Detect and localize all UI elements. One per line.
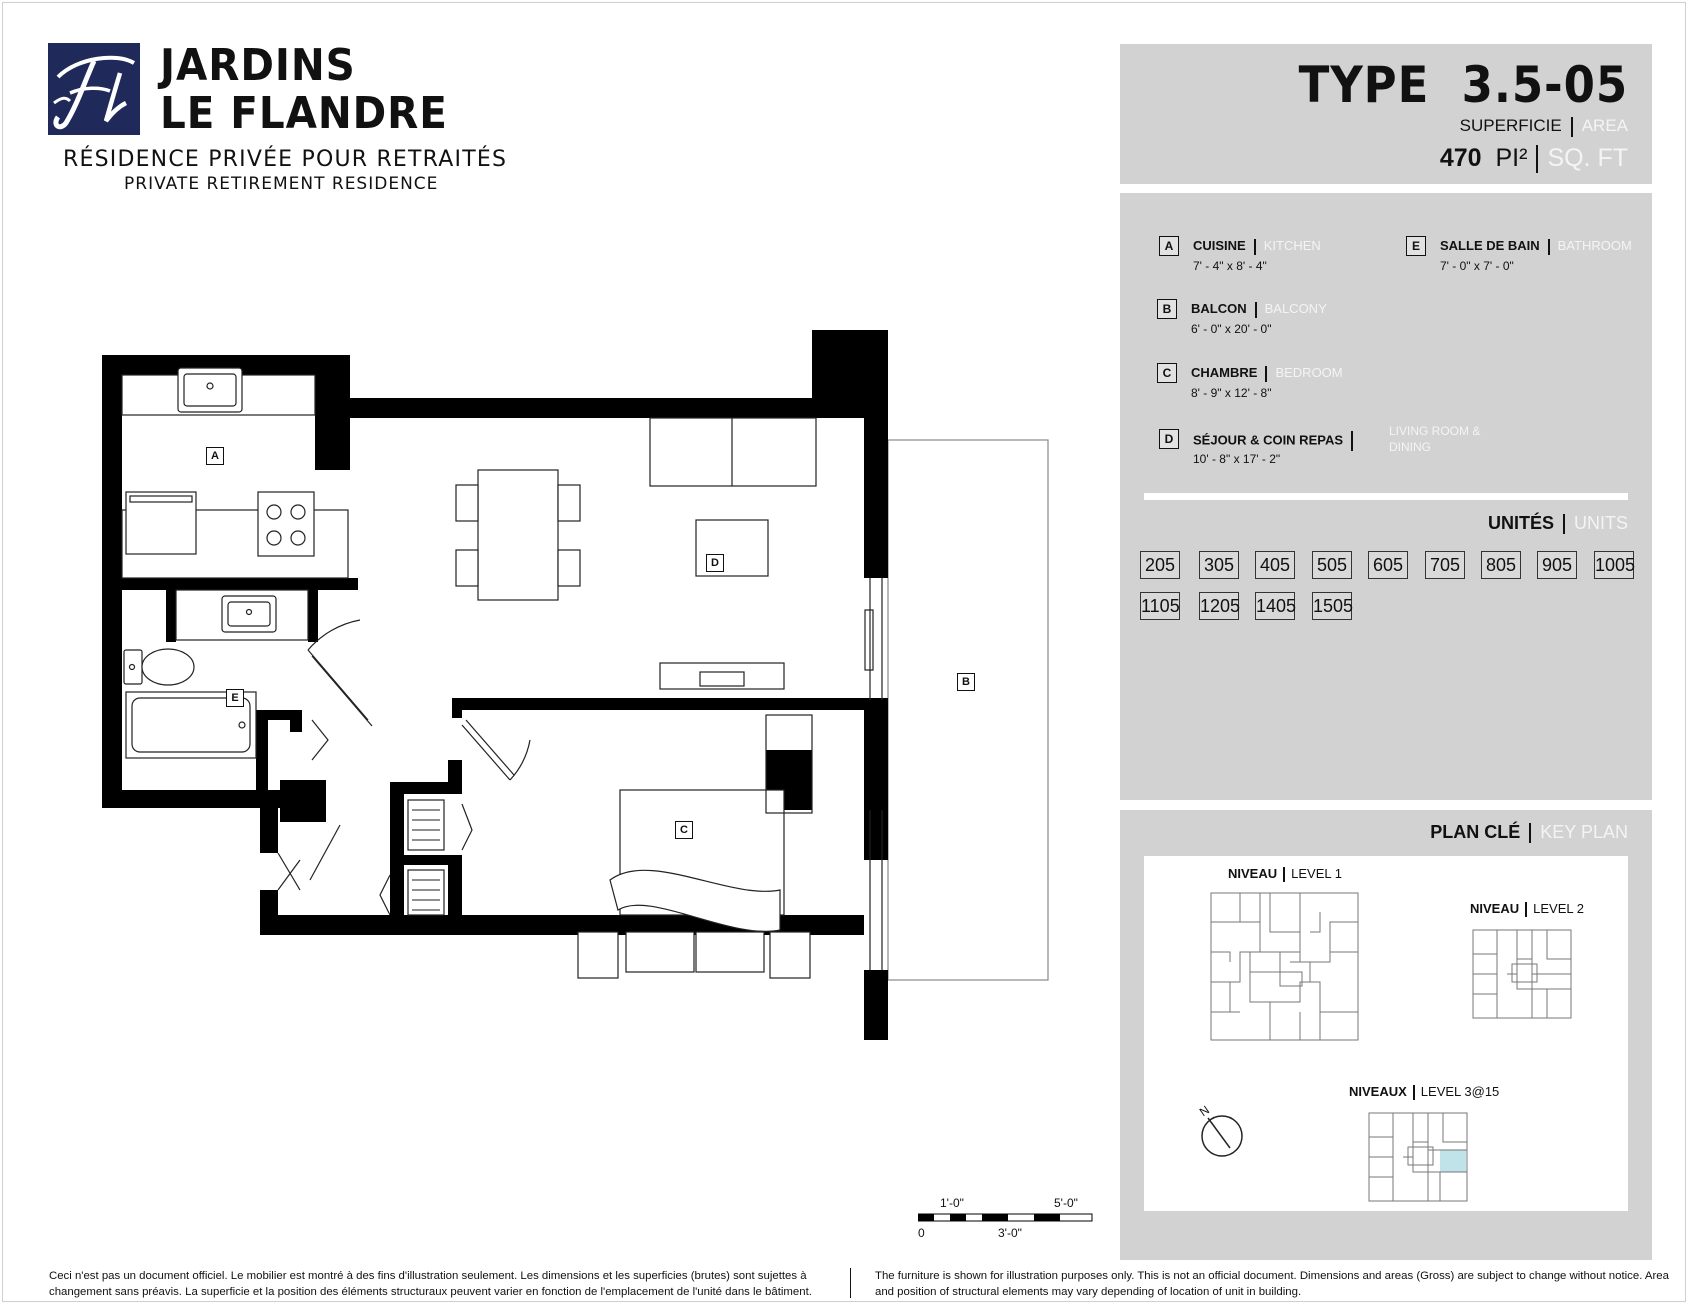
separator	[1529, 823, 1531, 843]
unit-number: 505	[1312, 551, 1352, 579]
disclaimer-en: The furniture is shown for illustration purposes only. This is not an official document. Dimensions and areas (Gross) are subject to change without notice. Area and position of structural elements may vary depending of location of unit in building.	[875, 1270, 1669, 1298]
room-name-en: BALCONY	[1264, 301, 1327, 316]
separator	[1548, 239, 1550, 255]
brand-name-line1: JARDINS	[160, 40, 356, 91]
footer-divider	[850, 1268, 851, 1298]
room-letter-badge: B	[1157, 299, 1177, 319]
level-3-15-plan-icon	[1368, 1112, 1468, 1202]
fixtures	[122, 368, 816, 978]
level-label-2: NIVEAU LEVEL 2	[1470, 901, 1584, 916]
plan-label-bathroom: E	[226, 689, 244, 707]
room-dimensions: 6' - 0" x 20' - 0"	[1191, 322, 1272, 336]
balcony-outline	[888, 440, 1048, 980]
area-label-row	[1460, 116, 1628, 137]
level-2-plan-icon	[1472, 929, 1572, 1019]
disclaimer-fr: Ceci n'est pas un document officiel. Le mobilier est montré à des fins d'illustration seulement. Les dimensions et les superficies (brutes) sont sujettes à changement sans préavis. La superficie et la position des éléments structuraux peuvent varier en fonction de l'emplacement de l'unité dans le bâtiment.	[49, 1270, 812, 1298]
brand-subtitle-fr: RÉSIDENCE PRIVÉE POUR RETRAITÉS	[63, 147, 508, 172]
compass-north-label: N	[1196, 1102, 1212, 1120]
units-title-en: UNITS	[1574, 513, 1628, 533]
key-plan-panel	[1120, 810, 1652, 1260]
floor-plan	[90, 320, 1080, 1075]
area-unit-fr: PI²	[1495, 144, 1528, 172]
units-title	[1488, 513, 1628, 534]
unit-type-title	[1299, 56, 1628, 114]
room-name-en: BEDROOM	[1275, 365, 1343, 380]
type-label: TYPE	[1298, 56, 1430, 114]
area-value: 470	[1439, 144, 1482, 172]
room-name-fr: SÉJOUR & COIN REPAS	[1193, 432, 1344, 448]
unit-number: 805	[1481, 551, 1521, 579]
area-unit-en: SQ. FT	[1547, 144, 1628, 172]
separator	[1265, 366, 1267, 382]
brand-name-line2: LE FLANDRE	[160, 88, 448, 139]
room-name-fr: CHAMBRE	[1191, 365, 1258, 380]
unit-number: 1405	[1255, 592, 1295, 620]
unit-number: 605	[1368, 551, 1408, 579]
level-label-3: NIVEAUX LEVEL 3@15	[1349, 1084, 1500, 1099]
separator	[1536, 145, 1538, 173]
scale-label-1ft: 1'-0"	[940, 1196, 964, 1210]
plan-label-kitchen: A	[206, 447, 224, 465]
room-dimensions: 8' - 9" x 12' - 8"	[1191, 386, 1272, 400]
room-dimensions: 7' - 0" x 7' - 0"	[1440, 259, 1514, 273]
unit-number: 705	[1425, 551, 1465, 579]
key-plan-map	[1144, 856, 1628, 1211]
scale-label-5ft: 5'-0"	[1054, 1196, 1078, 1210]
room-dimensions: 7' - 4" x 8' - 4"	[1193, 259, 1267, 273]
unit-number: 1005	[1594, 551, 1634, 579]
rooms-panel	[1120, 193, 1652, 800]
unit-number: 1105	[1140, 592, 1180, 620]
room-dimensions: 10' - 8" x 17' - 2"	[1193, 452, 1281, 466]
highlighted-unit	[1440, 1150, 1466, 1172]
plan-label-balcony: B	[957, 673, 975, 691]
room-name-en-line2: DINING	[1389, 440, 1431, 454]
separator	[1351, 431, 1353, 451]
scale-label-zero: 0	[918, 1226, 925, 1240]
unit-type-panel	[1120, 44, 1652, 184]
room-name-fr: CUISINE	[1193, 238, 1246, 253]
type-code: 3.5-05	[1461, 56, 1628, 114]
unit-number: 405	[1255, 551, 1295, 579]
area-value-row	[1440, 144, 1628, 173]
plan-label-bedroom: C	[675, 821, 693, 839]
separator	[1571, 117, 1573, 137]
separator	[1254, 239, 1256, 255]
unit-number: 305	[1199, 551, 1239, 579]
room-name-en: BATHROOM	[1557, 238, 1632, 253]
room-letter-badge: C	[1157, 363, 1177, 383]
units-title-fr: UNITÉS	[1487, 513, 1554, 533]
key-plan-title	[1430, 822, 1628, 843]
room-name-fr: SALLE DE BAIN	[1440, 238, 1540, 253]
separator	[1563, 514, 1565, 534]
scale-label-3ft: 3'-0"	[998, 1226, 1022, 1240]
compass-icon	[1200, 1114, 1244, 1158]
fl-monogram-icon	[48, 43, 140, 135]
room-letter-badge: E	[1406, 236, 1426, 256]
room-name-fr: BALCON	[1191, 301, 1247, 316]
divider	[1144, 493, 1628, 500]
room-letter-badge: D	[1159, 429, 1179, 449]
brand-subtitle-en: PRIVATE RETIREMENT RESIDENCE	[124, 174, 439, 194]
unit-number: 905	[1537, 551, 1577, 579]
unit-number: 1205	[1199, 592, 1239, 620]
area-label-en: AREA	[1581, 116, 1628, 135]
room-name-en: KITCHEN	[1263, 238, 1321, 253]
separator	[1255, 302, 1257, 318]
room-letter-badge: A	[1159, 236, 1179, 256]
level-label-1: NIVEAU LEVEL 1	[1228, 866, 1342, 881]
key-plan-title-en: KEY PLAN	[1540, 822, 1628, 842]
room-name-en: LIVING ROOM &	[1389, 424, 1481, 438]
unit-number: 205	[1140, 551, 1180, 579]
key-plan-title-fr: PLAN CLÉ	[1430, 822, 1521, 842]
level-1-plan-icon	[1210, 892, 1360, 1042]
area-label-fr: SUPERFICIE	[1459, 116, 1562, 135]
plan-label-living: D	[706, 554, 724, 572]
unit-number: 1505	[1312, 592, 1352, 620]
scale-bar-graphic	[918, 1212, 1094, 1224]
